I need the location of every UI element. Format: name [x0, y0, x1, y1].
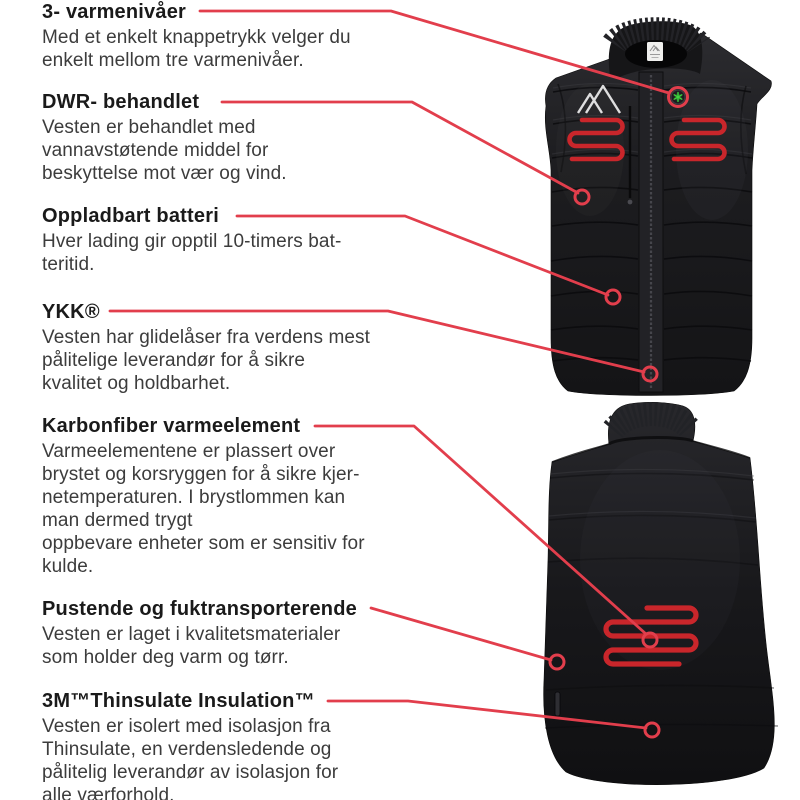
feature-text-line: teritid.: [42, 254, 95, 275]
feature-text-line: pålitelige leverandør for å sikre: [42, 350, 306, 371]
feature-text-line: Vesten er laget i kvalitetsmaterialer: [42, 624, 341, 645]
feature-text-line: brystet og korsryggen for å sikre kjer-: [42, 464, 360, 485]
feature-text-line: Vesten er isolert med isolasjon fra: [42, 716, 331, 737]
heating-element-icon: [606, 608, 696, 664]
feature-text-line: Vesten har glidelåser fra verdens mest: [42, 327, 371, 348]
callout-ring-carbon-heating: [643, 633, 657, 647]
feature-title: 3- varmenivåer: [42, 1, 187, 23]
feature-thinsulate: [42, 690, 424, 800]
callout-ring-breathable: [550, 655, 564, 669]
heating-element-icon: [672, 120, 725, 159]
feature-text-line: som holder deg varm og tørr.: [42, 647, 289, 668]
feature-text-line: oppbevare enheter som er sensitiv for: [42, 533, 365, 554]
feature-text-line: Varmeelementene er plassert over: [42, 441, 336, 462]
feature-text-line: Thinsulate, en verdensledende og: [42, 739, 332, 760]
feature-title: YKK®: [42, 301, 100, 323]
feature-breathable: [42, 598, 424, 669]
feature-title: DWR- behandlet: [42, 91, 200, 113]
collar-tag: [647, 42, 663, 61]
feature-text-line: enkelt mellom tre varmenivåer.: [42, 50, 304, 71]
callout-ring-ykk: [643, 367, 657, 381]
callout-ring-heat-levels: [669, 88, 688, 107]
feature-ykk: [42, 301, 424, 395]
back-collar-rib-texture: [613, 414, 689, 430]
feature-text-line: beskyttelse mot vær og vind.: [42, 163, 287, 184]
front-vest-image: [545, 21, 771, 395]
brand-logo-icon: [578, 86, 620, 113]
callout-ring-thinsulate: [645, 723, 659, 737]
feature-title: Karbonfiber varmeelement: [42, 415, 301, 437]
feature-title: 3M™Thinsulate Insulation™: [42, 690, 315, 712]
callout-ring-dwr: [575, 190, 589, 204]
feature-carbon-heating: [42, 415, 424, 578]
feature-text-line: Vesten er behandlet med: [42, 117, 256, 138]
feature-title: Oppladbart batteri: [42, 205, 219, 227]
feature-battery: [42, 205, 424, 276]
heating-element-icon: [570, 120, 623, 159]
feature-text-line: man dermed trygt: [42, 510, 193, 531]
feature-text-line: pålitelig leverandør av isolasjon for: [42, 762, 339, 783]
feature-title: Pustende og fuktransporterende: [42, 598, 357, 620]
collar: [609, 21, 702, 78]
feature-text-line: alle værforhold.: [42, 785, 175, 800]
power-led-button: [671, 90, 685, 104]
feature-text-line: kulde.: [42, 556, 94, 577]
feature-text-line: vannavstøtende middel for: [42, 140, 269, 161]
feature-text-line: netemperaturen. I brystlommen kan: [42, 487, 346, 508]
feature-text-line: Med et enkelt knappetrykk velger du: [42, 27, 351, 48]
feature-heat-levels: [42, 1, 424, 72]
feature-dwr: [42, 91, 424, 185]
feature-text-line: kvalitet og holdbarhet.: [42, 373, 231, 394]
callout-ring-battery: [606, 290, 620, 304]
side-loop: [555, 692, 560, 716]
collar-rib-texture: [614, 30, 699, 45]
back-vest-image: [544, 402, 778, 784]
feature-text-line: Hver lading gir opptil 10-timers bat-: [42, 231, 342, 252]
